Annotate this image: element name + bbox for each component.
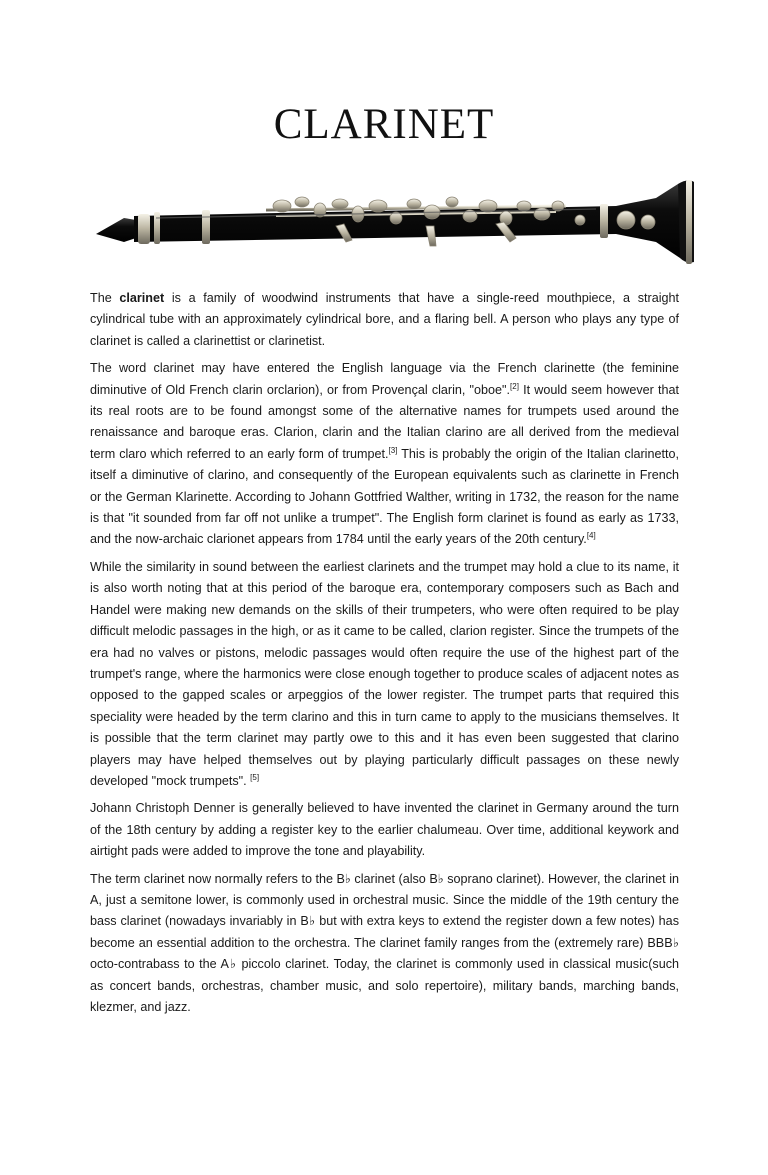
page-title: CLARINET: [273, 101, 495, 148]
citation-link[interactable]: [4]: [586, 531, 596, 541]
clarinet-image: [96, 176, 696, 268]
ferrule-2: [202, 210, 210, 244]
paragraph-text: The term clarinet now normally refers to the B♭ clarinet (also B♭ soprano clarinet). However, the clarinet in A, just a semitone lower, is commonly used in orchestral music. Since the middle of the 19th century the bass clarinet (nowadays invariably in B♭ but with extra keys to extend the register down a few notes) has become an essential addition to the orchestra. The clarinet family ranges from the (extremely rare) BBB♭ octo-contrabass to the A♭ piccolo clarinet. Today, the clarinet is commonly used in classical music(such as concert bands, orchestras, chamber music, and solo repertoire), military bands, marching bands, klezmer, and jazz.: [90, 871, 679, 1014]
paragraph-2: [90, 358, 679, 551]
ferrule-3: [600, 204, 608, 238]
paragraph-text: The word clarinet may have entered the English language via the French clarinette (the feminine diminutive of Old French clarin orclarion), or from Provençal clarin, "oboe".: [90, 361, 679, 397]
paragraph-3: [90, 557, 679, 792]
paragraph-text: is a family of woodwind instruments that have a single-reed mouthpiece, a straight cylindrical tube with an approximately cylindrical bore, and a flaring bell. A person who plays any type of clarinet is called a clarinettist or clarinetist.: [90, 291, 679, 348]
paragraph-text: This is probably the origin of the Italian clarinetto, itself a diminutive of clarino, and consequently of the European equivalents such as clarinette in French or the German Klarinette. According to Johann Gottfried Walther, writing in 1732, the reason for the name is that "it sounded from far off not unlike a trumpet". The English form clarinet is found as early as 1733, and the now-archaic clarionet appears from 1784 until the early years of the 20th century.: [90, 446, 679, 547]
bold-term: clarinet: [119, 291, 165, 305]
paragraph-text: The: [90, 291, 120, 305]
citation-link[interactable]: [3]: [388, 445, 398, 455]
ferrule-1: [154, 212, 160, 244]
citation-link[interactable]: [5]: [250, 772, 260, 782]
paragraph-text: It would seem however that its real roots are to be found amongst some of the alternative names for trumpets used around the renaissance and baroque eras. Clarion, clarin and the Italian clarino are all derived from the medieval term claro which referred to an early form of trumpet.: [90, 382, 679, 461]
mouthpiece: [96, 218, 136, 242]
ligature: [138, 214, 150, 244]
clarinet-body: [134, 182, 694, 262]
article-body: [90, 288, 679, 1024]
bell-ring: [686, 180, 692, 264]
paragraph-5: [90, 869, 679, 1019]
paragraph-1: [90, 288, 679, 352]
citation-link[interactable]: [2]: [510, 381, 519, 391]
paragraph-4: [90, 798, 679, 862]
clarinet-illustration: [96, 176, 696, 268]
paragraph-text: Johann Christoph Denner is generally believed to have invented the clarinet in Germany around the turn of the 18th century by adding a register key to the earlier chalumeau. Over time, additional keywork and airtight pads were added to improve the tone and playability.: [90, 801, 679, 859]
paragraph-text: While the similarity in sound between the earliest clarinets and the trumpet may hold a clue to its name, it is also worth noting that at this period of the baroque era, contemporary composers such as Bach and Handel were making new demands on the skills of their trumpeters, who were often required to be play difficult melodic passages in the high, or as it came to be called, clarion register. Since the trumpets of the era had no valves or pistons, melodic passages would often require the use of the highest part of the trumpet's range, where the harmonics were close enough together to produce scales of adjacent notes as opposed to the gapped scales or arpeggios of the lower register. The trumpet parts that required this speciality were headed by the term clarino and this in turn came to apply to the musicians themselves. It is possible that the term clarinet may partly owe to this and it has even been suggested that clarino players may have helped themselves out by playing particularly difficult passages on these newly developed "mock trumpets".: [90, 559, 679, 788]
